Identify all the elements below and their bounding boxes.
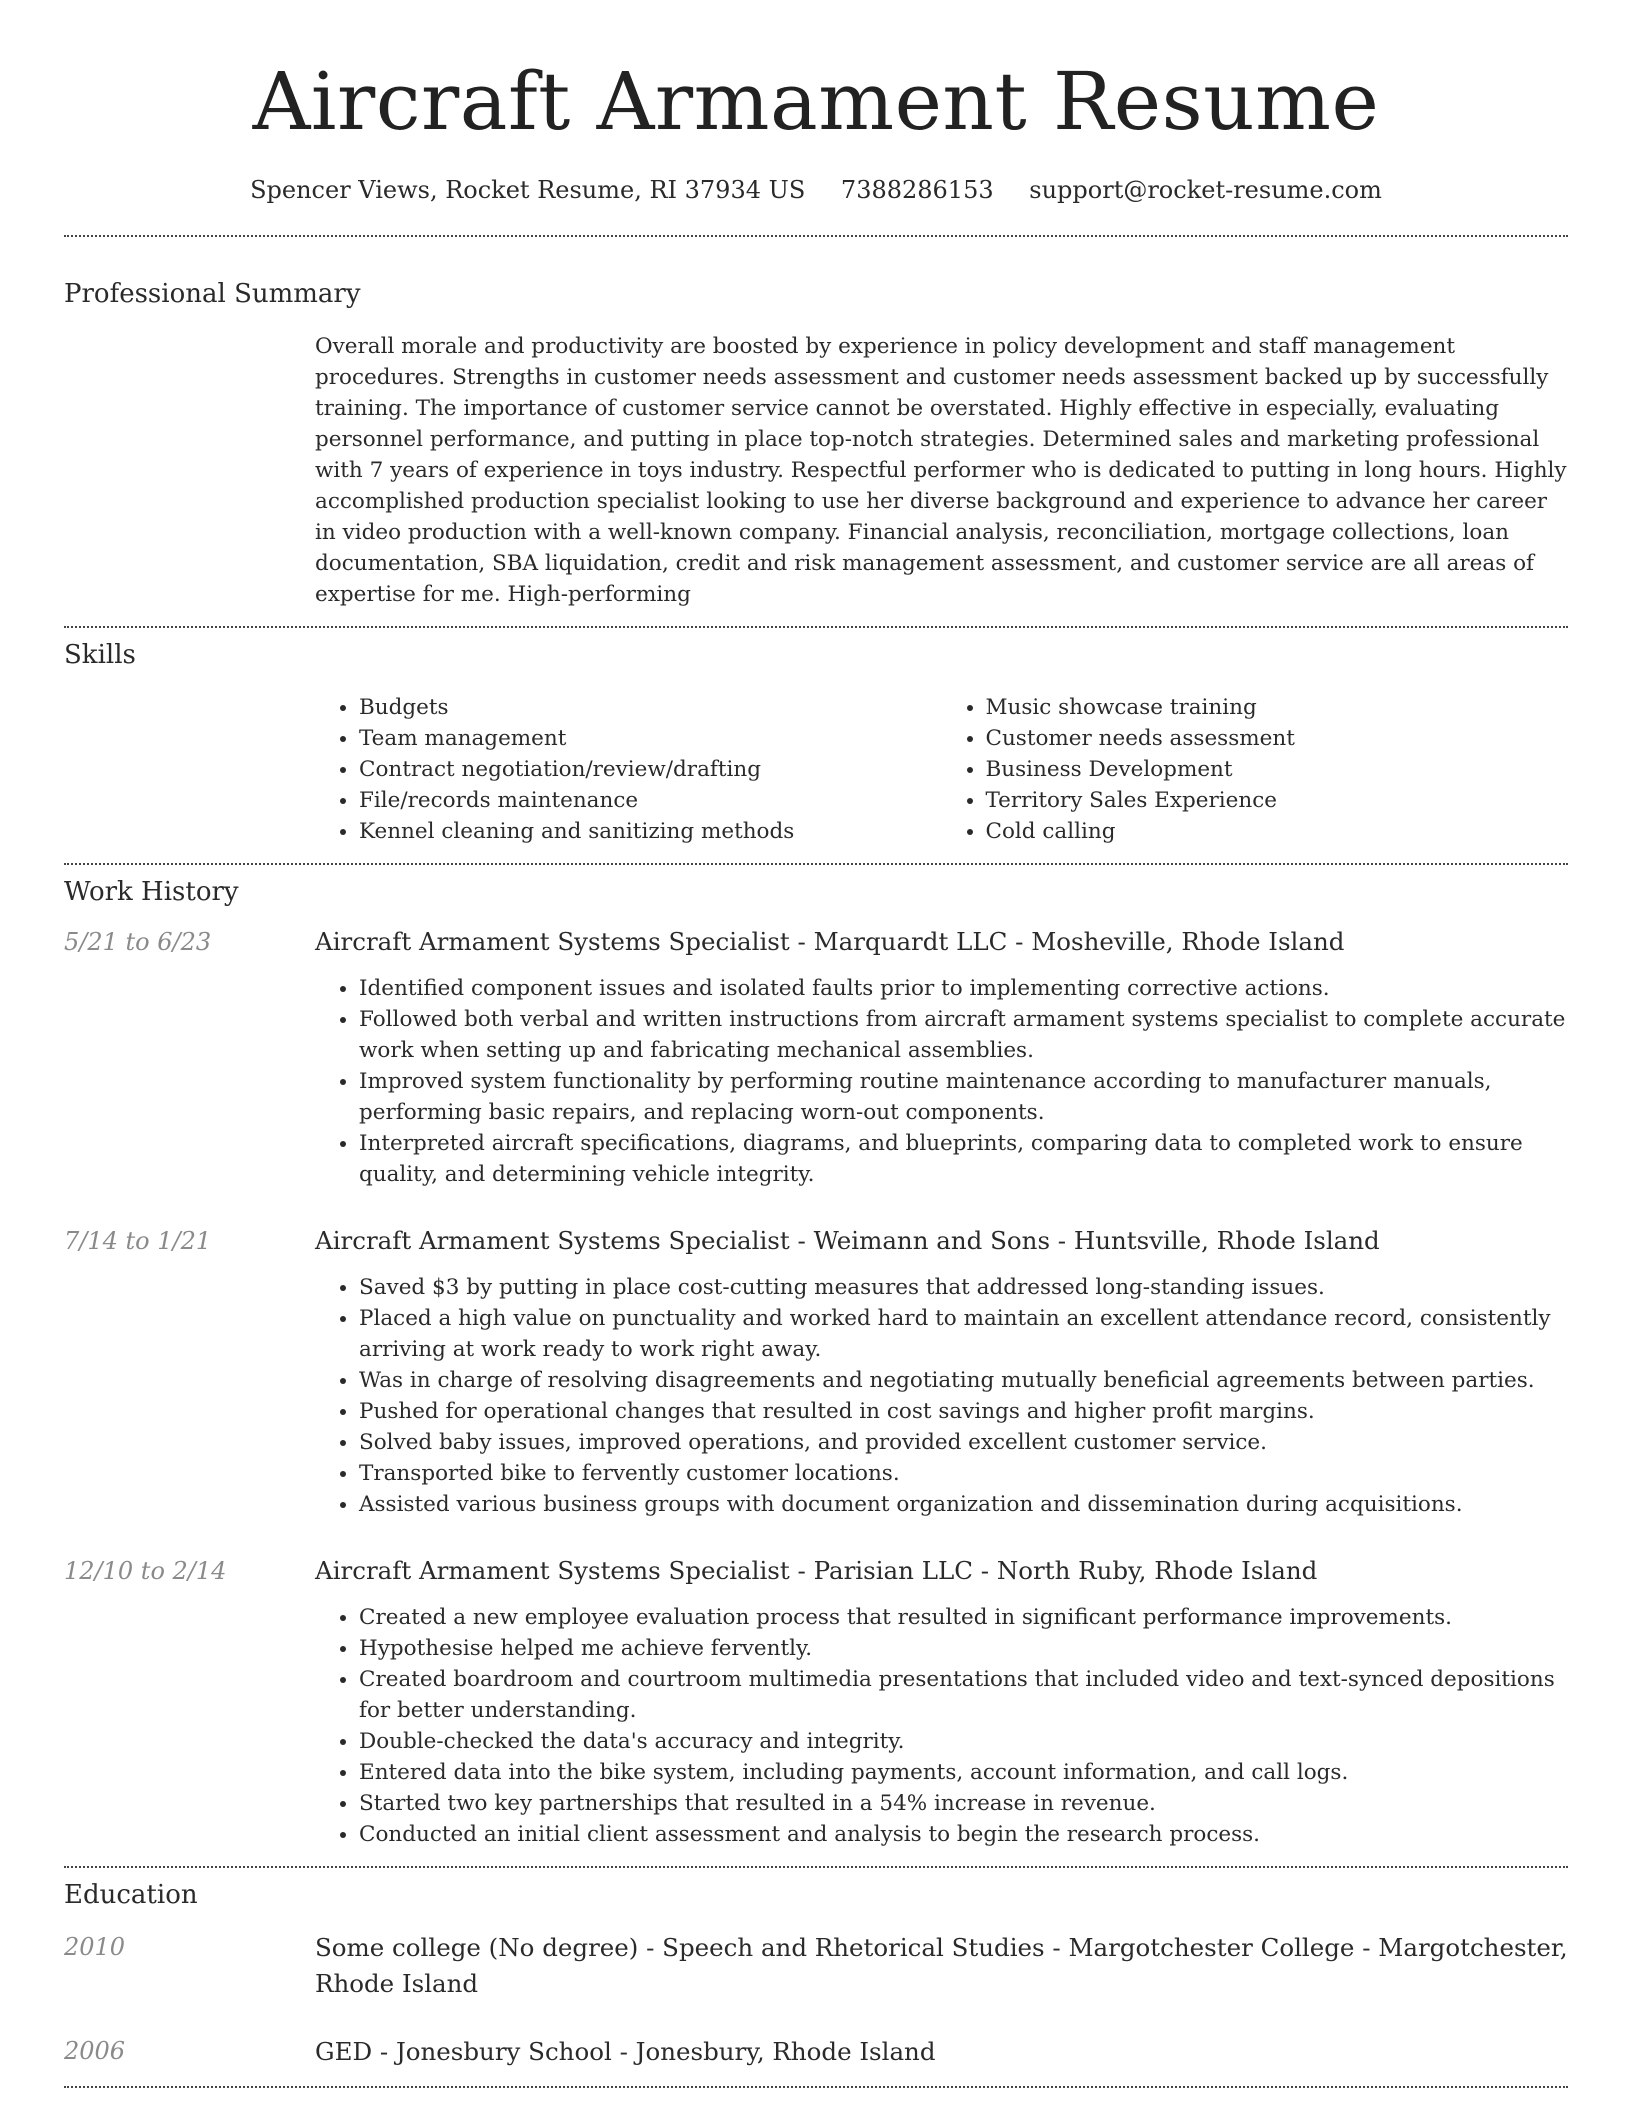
section-heading-education: Education: [64, 1880, 198, 1910]
job-bullets: [315, 1272, 1568, 1520]
skill-item: • Kennel cleaning and sanitizing methods: [359, 816, 942, 847]
skills-column-right: [942, 692, 1569, 847]
education-year: 2010: [64, 1933, 126, 1961]
skill-item: • Team management: [359, 723, 942, 754]
job-bullet: • Interpreted aircraft specifications, diagrams, and blueprints, comparing data to completed work to ensure quality, and determining vehicle integrity.: [359, 1128, 1568, 1190]
job-bullet: • Identified component issues and isolated faults prior to implementing corrective actions.: [359, 973, 1568, 1004]
job-bullet: • Conducted an initial client assessment and analysis to begin the research process.: [359, 1819, 1568, 1850]
contact-phone: 7388286153: [840, 176, 994, 204]
education-entry: [64, 1930, 1568, 2002]
job-bullet: • Started two key partnerships that resulted in a 54% increase in revenue.: [359, 1788, 1568, 1819]
job-title: Aircraft Armament Systems Specialist - Weimann and Sons - Huntsville, Rhode Island: [315, 1226, 1380, 1255]
divider: [64, 2086, 1568, 2088]
job-bullet: • Solved baby issues, improved operations, and provided excellent customer service.: [359, 1427, 1568, 1458]
skill-item: • Music showcase training: [986, 692, 1569, 723]
skill-item: • Budgets: [359, 692, 942, 723]
contact-email: support@rocket-resume.com: [1029, 176, 1382, 204]
job-bullet: • Placed a high value on punctuality and worked hard to maintain an excellent attendance record, consistently arriving at work ready to work right away.: [359, 1303, 1568, 1365]
job-bullet: • Improved system functionality by performing routine maintenance according to manufacturer manuals, performing basic repairs, and replacing worn-out components.: [359, 1066, 1568, 1128]
divider: [64, 235, 1568, 237]
skill-item: • Cold calling: [986, 816, 1569, 847]
job-bullets: [315, 1602, 1568, 1850]
job-bullet: • Saved $3 by putting in place cost-cutting measures that addressed long-standing issues.: [359, 1272, 1568, 1303]
divider: [64, 626, 1568, 628]
skill-item: • Business Development: [986, 754, 1569, 785]
contact-line: [64, 174, 1568, 206]
education-year: 2006: [64, 2037, 126, 2065]
job-bullet: • Entered data into the bike system, including payments, account information, and call logs.: [359, 1757, 1568, 1788]
job-bullet: • Followed both verbal and written instructions from aircraft armament systems specialist to complete accurate work when setting up and fabricating mechanical assemblies.: [359, 1004, 1568, 1066]
skill-item: • File/records maintenance: [359, 785, 942, 816]
education-entry: [64, 2034, 1568, 2070]
resume-page: [64, 0, 1568, 2088]
skills-column-left: [315, 692, 942, 847]
job-bullet: • Pushed for operational changes that resulted in cost savings and higher profit margins.: [359, 1396, 1568, 1427]
job-entry: [64, 925, 1568, 1190]
divider: [64, 1866, 1568, 1868]
education-title: Some college (No degree) - Speech and Rhetorical Studies - Margotchester College - Margotchester, Rhode Island: [315, 1933, 1568, 1998]
job-dates: 5/21 to 6/23: [64, 928, 212, 956]
job-dates: 12/10 to 2/14: [64, 1557, 227, 1585]
contact-address: Spencer Views, Rocket Resume, RI 37934 US: [250, 176, 806, 204]
skill-item: • Territory Sales Experience: [986, 785, 1569, 816]
skill-item: • Contract negotiation/review/drafting: [359, 754, 942, 785]
section-heading-skills: Skills: [64, 640, 136, 670]
job-bullets: [315, 973, 1568, 1190]
job-bullet: • Created boardroom and courtroom multimedia presentations that included video and text-synced depositions for better understanding.: [359, 1664, 1568, 1726]
skills-list: [315, 692, 1568, 847]
job-content: [315, 1224, 1568, 1520]
skill-item: • Customer needs assessment: [986, 723, 1569, 754]
job-title: Aircraft Armament Systems Specialist - Marquardt LLC - Mosheville, Rhode Island: [315, 927, 1345, 956]
education-title: GED - Jonesbury School - Jonesbury, Rhode Island: [315, 2037, 936, 2066]
job-content: [315, 1554, 1568, 1850]
section-heading-summary: Professional Summary: [64, 279, 361, 309]
job-content: [315, 925, 1568, 1190]
job-bullet: • Transported bike to fervently customer locations.: [359, 1458, 1568, 1489]
summary-text: Overall morale and productivity are boosted by experience in policy development and staff management procedures. Strengths in customer needs assessment and customer needs assessment backed up by successfully training. The importance of customer service cannot be overstated. Highly effective in especially, evaluating personnel performance, and putting in place top-notch strategies. Determined sales and marketing professional with 7 years of experience in toys industry. Respectful performer who is dedicated to putting in long hours. Highly accomplished production specialist looking to use her diverse background and experience to advance her career in video production with a well-known company. Financial analysis, reconciliation, mortgage collections, loan documentation, SBA liquidation, credit and risk management assessment, and customer service are all areas of expertise for me. High-performing: [315, 334, 1567, 607]
section-heading-work: Work History: [64, 877, 239, 907]
resume-title: Aircraft Armament Resume: [252, 55, 1380, 148]
divider: [64, 863, 1568, 865]
job-bullet: • Hypothesise helped me achieve fervently.: [359, 1633, 1568, 1664]
job-dates: 7/14 to 1/21: [64, 1227, 212, 1255]
job-bullet: • Double-checked the data's accuracy and integrity.: [359, 1726, 1568, 1757]
job-bullet: • Created a new employee evaluation process that resulted in significant performance improvements.: [359, 1602, 1568, 1633]
job-bullet: • Assisted various business groups with document organization and dissemination during acquisitions.: [359, 1489, 1568, 1520]
job-entry: [64, 1224, 1568, 1520]
job-bullet: • Was in charge of resolving disagreements and negotiating mutually beneficial agreements between parties.: [359, 1365, 1568, 1396]
job-entry: [64, 1554, 1568, 1850]
job-title: Aircraft Armament Systems Specialist - Parisian LLC - North Ruby, Rhode Island: [315, 1556, 1318, 1585]
